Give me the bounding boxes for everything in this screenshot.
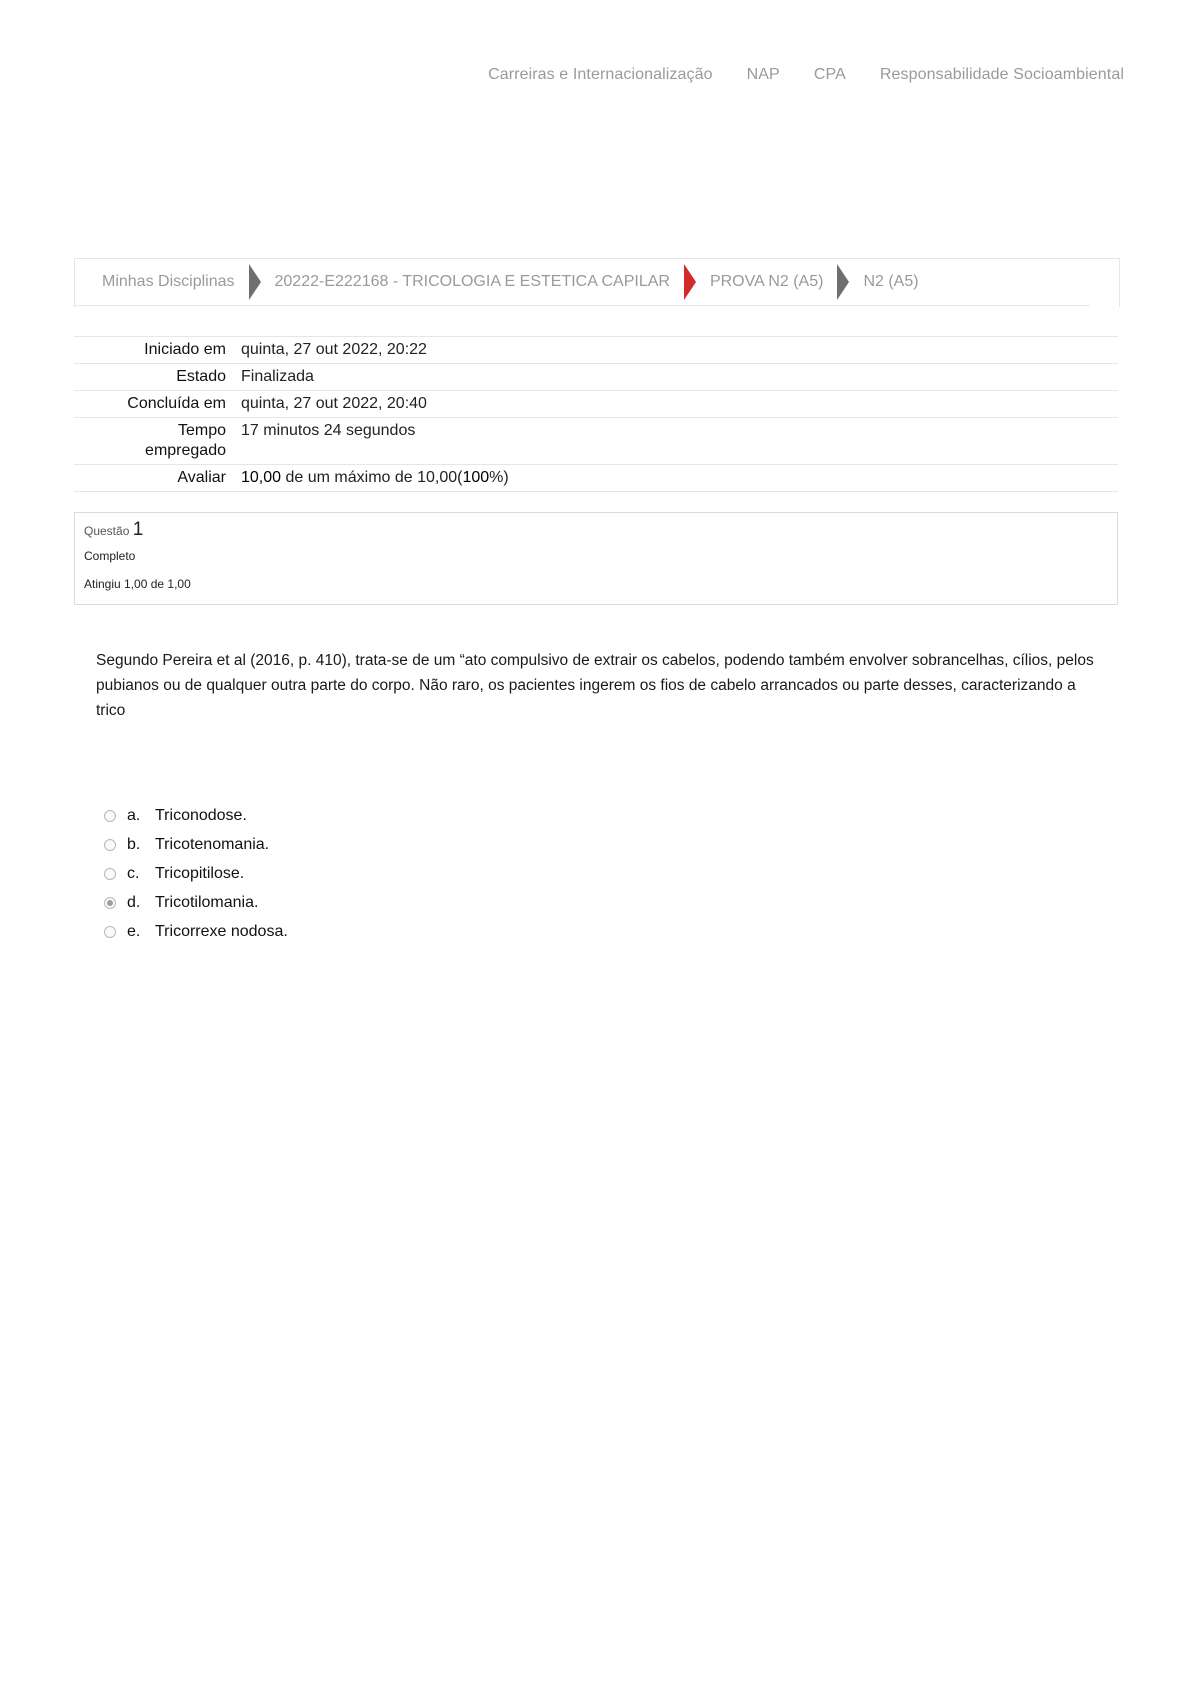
table-row: [74, 391, 1118, 418]
option-letter: d.: [127, 893, 141, 911]
radio-icon[interactable]: [104, 810, 116, 822]
option-letter: c.: [127, 864, 140, 882]
question-label: Questão: [84, 524, 130, 538]
option-letter: a.: [127, 806, 141, 824]
breadcrumb-separator-icon: [684, 264, 696, 300]
grade-max-text: de um máximo de 10,00(: [281, 469, 463, 486]
breadcrumb: [75, 259, 1090, 306]
grade-score: 10,00: [241, 469, 282, 486]
radio-icon[interactable]: [104, 868, 116, 880]
table-row: [74, 337, 1118, 364]
question-mark: Atingiu 1,00 de 1,00: [84, 577, 191, 591]
started-label: Iniciado em: [144, 341, 226, 358]
radio-checked-icon[interactable]: [104, 897, 116, 909]
radio-icon[interactable]: [104, 926, 116, 938]
answer-option-c[interactable]: [104, 859, 288, 888]
option-text: Tricopitilose.: [155, 864, 245, 882]
started-value: quinta, 27 out 2022, 20:22: [241, 341, 427, 358]
option-text: Tricotenomania.: [155, 835, 270, 853]
option-letter: b.: [127, 835, 141, 853]
breadcrumb-exam[interactable]: PROVA N2 (A5): [709, 273, 824, 290]
grade-percent: 100: [462, 469, 490, 486]
nav-link-careers[interactable]: Carreiras e Internacionalização: [488, 66, 713, 83]
grade-percent-suffix: %): [489, 469, 509, 486]
nav-link-nap[interactable]: NAP: [746, 66, 780, 83]
attempt-summary-table: [74, 336, 1118, 492]
question-number: [84, 519, 1108, 541]
table-row: [74, 364, 1118, 391]
breadcrumb-separator-icon: [249, 264, 261, 300]
breadcrumb-separator-icon: [837, 264, 849, 300]
option-text: Tricotilomania.: [155, 893, 259, 911]
grade-value: [226, 465, 1118, 492]
time-label-line1: Tempo: [177, 422, 226, 439]
grade-label: Avaliar: [177, 469, 226, 486]
question-number-value: 1: [132, 519, 144, 540]
time-taken-label: [74, 418, 226, 465]
completed-label: Concluída em: [127, 395, 226, 412]
question-text: Segundo Pereira et al (2016, p. 410), trata-se de um “ato compulsivo de extrair os cabelos, podendo também envolver sobrancelhas, cílios, pelos pubianos ou de qualquer outra parte do corpo. Não raro, os pacientes ingerem os fios de cabelo arrancados ou parte desses, caracterizando a trico: [96, 652, 1094, 719]
completed-value: quinta, 27 out 2022, 20:40: [241, 395, 427, 412]
table-row: [74, 418, 1118, 465]
breadcrumb-my-courses[interactable]: Minhas Disciplinas: [102, 273, 235, 290]
answer-option-a[interactable]: [104, 801, 288, 830]
option-text: Triconodose.: [155, 806, 247, 824]
top-navigation: [488, 66, 1124, 84]
radio-icon[interactable]: [104, 839, 116, 851]
breadcrumb-container: [74, 258, 1120, 307]
nav-link-cpa[interactable]: CPA: [813, 66, 846, 83]
breadcrumb-course[interactable]: 20222-E222168 - TRICOLOGIA E ESTETICA CAPILAR: [274, 273, 670, 290]
question-status: Completo: [84, 549, 136, 563]
table-row: [74, 465, 1118, 492]
time-taken-value: 17 minutos 24 segundos: [241, 422, 416, 439]
answer-option-b[interactable]: [104, 830, 288, 859]
option-letter: e.: [127, 922, 141, 940]
time-label-line2: empregado: [145, 442, 226, 459]
state-label: Estado: [176, 368, 226, 385]
answer-options: [104, 801, 288, 946]
option-text: Tricorrexe nodosa.: [155, 922, 288, 940]
answer-option-d[interactable]: [104, 888, 288, 917]
breadcrumb-quiz[interactable]: N2 (A5): [863, 273, 919, 290]
nav-link-social-responsibility[interactable]: Responsabilidade Socioambiental: [879, 66, 1124, 83]
state-value: Finalizada: [241, 368, 314, 385]
answer-option-e[interactable]: [104, 917, 288, 946]
question-info-box: [74, 512, 1118, 605]
